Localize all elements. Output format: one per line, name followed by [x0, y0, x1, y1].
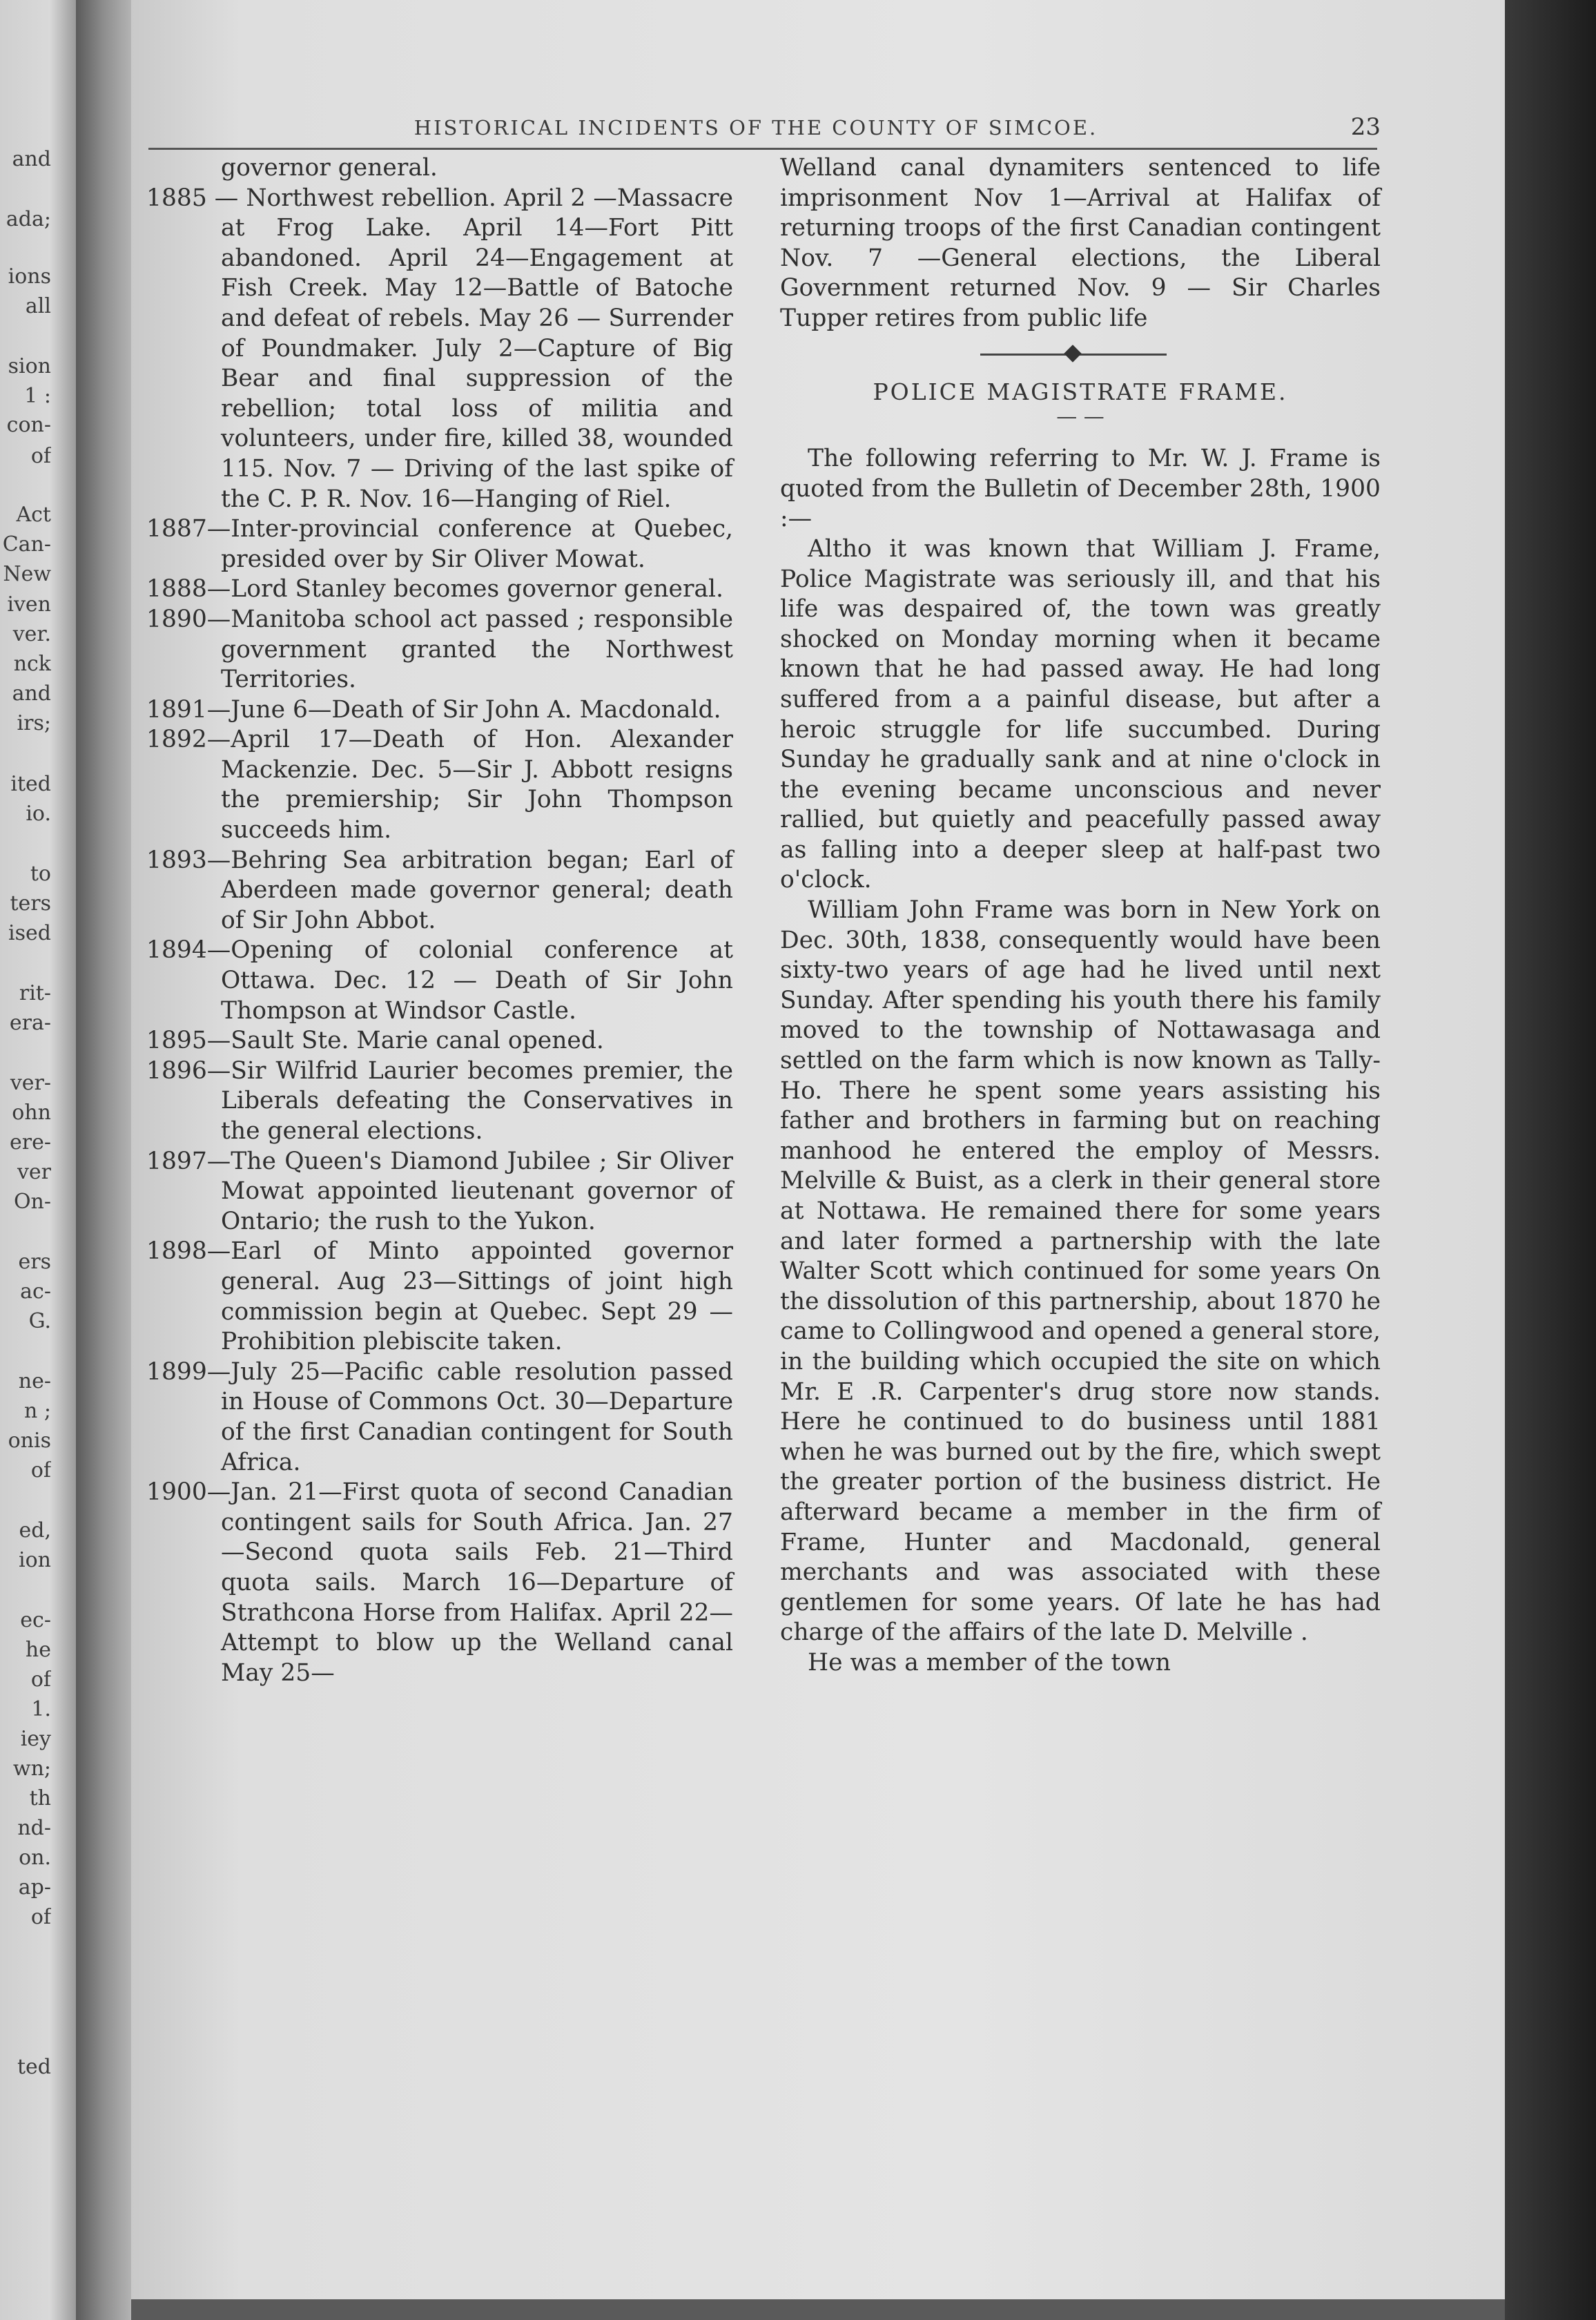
previous-page-fragment: Act [16, 503, 51, 527]
previous-page-fragment: ions [8, 264, 51, 289]
previous-page-fragment: and [12, 147, 51, 171]
previous-page-fragment: 1. [31, 1697, 51, 1721]
header-rule [148, 148, 1377, 150]
previous-page-fragment: of [30, 1668, 51, 1692]
previous-page-fragment: era- [9, 1011, 51, 1035]
previous-page-fragment: ion [19, 1548, 51, 1572]
ornament-diamond [1064, 345, 1081, 362]
previous-page-fragment: iey [20, 1727, 51, 1751]
chronology-entry: 1895—Sault Ste. Marie canal opened. [146, 1027, 604, 1055]
previous-page-fragment: ver- [10, 1071, 51, 1095]
previous-page-fragment: ac- [20, 1279, 51, 1304]
article-paragraph: William John Frame was born in New York on Dec. 30th, 1838, consequently would have been sixty-two years of age had he lived until next Sunday. After spending his youth there his family moved to the township of Nottawasaga and settled on the farm which is now known as Tally-Ho. There he spent some years assisting his father and brothers in farming but on reaching manhood he entered the employ of Messrs. Melville & Buist, as a clerk in their general store at Nottawa. He remained there for some years and later formed a partnership with the late Walter Scott which continued for some years On the dissolution of this partnership, about 1870 he came to Collingwood and opened a general store, in the building which occupied the site on which Mr. E .R. Carpenter's drug store now stands. Here he continued to do business until 1881 when he was burned out by the fire, which swept the greater portion of the business district. He afterward became a member in the firm of Frame, Hunter and Macdonald, general merchants and was associated with these gentlemen for some years. Of late he has had charge of the affairs of the late D. Melville . [780, 896, 1381, 1647]
previous-page-fragment: New [3, 562, 51, 586]
previous-page-fragment: ec- [20, 1608, 51, 1632]
previous-page-fragment: sion [8, 354, 51, 378]
previous-page-fragment: of [30, 444, 51, 468]
previous-page-fragment: G. [28, 1309, 51, 1333]
previous-page-fragment: ters [10, 891, 51, 916]
article-paragraph: Altho it was known that William J. Frame, Police Magistrate was seriously ill, and that his life was despaired of, the town was greatly shocked on Monday morning when it became known that he had passed away. He had long suffered from a a painful disease, but after a heroic struggle for life succumbed. During Sunday he gradually sank and at nine o'clock in the evening became unconscious and never rallied, but quietly and peacefully passed away as falling into a deeper sleep at half-past two o'clock. [780, 534, 1381, 894]
chronology-entry: 1887—Inter-provincial conference at Quebec, presided over by Sir Oliver Mowat. [146, 515, 733, 573]
chronology-entry: 1893—Behring Sea arbitration began; Earl of Aberdeen made governor general; death of Sir John Abbot. [146, 846, 733, 934]
section-heading: POLICE MAGISTRATE FRAME. [873, 378, 1288, 405]
previous-page-fragment: io. [26, 802, 51, 826]
previous-page-fragment: ed, [19, 1518, 51, 1543]
previous-page-fragment: ised [8, 921, 51, 945]
article-paragraph: He was a member of the town [808, 1648, 1171, 1676]
previous-page-fragment: ere- [10, 1130, 51, 1154]
previous-page-fragment: iven [7, 592, 51, 617]
previous-page-fragment: ted [17, 2055, 51, 2079]
previous-page-fragment: On- [13, 1190, 51, 1214]
previous-page-fragment: rit- [19, 981, 51, 1005]
chronology-continuation: governor general. [221, 154, 438, 182]
section-ornament [780, 340, 1381, 367]
chronology-entry: 1892—April 17—Death of Hon. Alexander Mackenzie. Dec. 5—Sir J. Abbott resigns the premiership; Sir John Thompson succeeds him. [146, 726, 733, 844]
chronology-entry: 1897—The Queen's Diamond Jubilee ; Sir Oliver Mowat appointed lieutenant governor of Ontario; the rush to the Yukon. [146, 1147, 733, 1235]
chronology-entry: 1900—Jan. 21—First quota of second Canadian contingent sails for South Africa. Jan. 27—Second quota sails Feb. 21—Third quota sails. March 16—Departure of Strathcona Horse from Halifax. April 22—Attempt to blow up the Welland canal May 25— [146, 1478, 733, 1687]
previous-page-fragment: th [29, 1786, 51, 1810]
previous-page-fragment: of [30, 1458, 51, 1482]
chronology-entry: 1885 — Northwest rebellion. April 2 —Massacre at Frog Lake. April 14—Fort Pitt abandoned. April 24—Engagement at Fish Creek. May 12—Battle of Batoche and defeat of rebels. May 26 — Surrender of Poundmaker. July 2—Capture of Big Bear and final suppression of the rebellion; total loss of militia and volunteers, under fire, killed 38, wounded 115. Nov. 7 — Driving of the last spike of the C. P. R. Nov. 16—Hanging of Riel. [146, 184, 733, 513]
previous-page-fragment: ohn [12, 1101, 51, 1125]
previous-page-fragment: on. [19, 1846, 51, 1870]
article-paragraph: The following referring to Mr. W. J. Frame is quoted from the Bulletin of December 28th, 1900 :— [780, 445, 1381, 533]
previous-page-fragment: ited [10, 772, 51, 796]
chronology-entry: 1891—June 6—Death of Sir John A. Macdonald. [146, 695, 721, 724]
page-number: 23 [1350, 113, 1381, 141]
previous-page-fragment: he [25, 1638, 51, 1662]
previous-page-fragment: n ; [24, 1399, 51, 1423]
previous-page-fragment: ada; [6, 207, 51, 231]
page-bottom-edge [131, 2299, 1505, 2320]
previous-page-fragment: onis [8, 1429, 51, 1453]
running-title: HISTORICAL INCIDENTS OF THE COUNTY OF SIMCOE. [413, 116, 1098, 139]
previous-page-fragment: ap- [18, 1875, 51, 1900]
previous-page-fragment: ver. [12, 622, 51, 646]
previous-page-fragment: con- [6, 413, 51, 437]
section-dash: — — [1056, 405, 1104, 429]
chronology-entry: 1888—Lord Stanley becomes governor general. [146, 575, 724, 603]
chronology-entry: 1898—Earl of Minto appointed governor general. Aug 23—Sittings of joint high commission begin at Quebec. Sept 29 — Prohibition plebiscite taken. [146, 1237, 733, 1356]
book-gutter [76, 0, 138, 2320]
previous-page-fragment: ver [17, 1160, 51, 1184]
previous-page-edge [0, 0, 83, 2320]
chronology-entry: 1896—Sir Wilfrid Laurier becomes premier, the Liberals defeating the Conservatives in the general elections. [146, 1056, 733, 1145]
scanner-background [1505, 0, 1596, 2320]
previous-page-fragment: wn; [12, 1757, 51, 1781]
previous-page-fragment: nd- [17, 1816, 51, 1840]
chronology-entry: 1894—Opening of colonial conference at Ottawa. Dec. 12 — Death of Sir John Thompson at Windsor Castle. [146, 936, 733, 1025]
previous-page-fragment: nck [13, 652, 51, 676]
previous-page-fragment: to [30, 862, 51, 886]
chronology-continuation: Welland canal dynamiters sentenced to life imprisonment Nov 1—Arrival at Halifax of returning troops of the first Canadian contingent Nov. 7 —General elections, the Liberal Government returned Nov. 9 — Sir Charles Tupper retires from public life [780, 154, 1381, 332]
previous-page-fragment: ne- [18, 1369, 51, 1393]
previous-page-fragment: and [12, 682, 51, 706]
previous-page-fragment: ers [18, 1250, 51, 1274]
previous-page-fragment: of [30, 1905, 51, 1929]
left-column [146, 153, 733, 1688]
chronology-entry: 1899—July 25—Pacific cable resolution passed in House of Commons Oct. 30—Departure of the first Canadian contingent for South Africa. [146, 1357, 733, 1476]
previous-page-fragment: irs; [17, 711, 51, 735]
previous-page-fragment: 1 : [24, 384, 51, 408]
right-column [780, 153, 1381, 1679]
previous-page-fragment: all [25, 294, 51, 318]
chronology-entry: 1890—Manitoba school act passed ; responsible government granted the Northwest Territories. [146, 605, 733, 694]
running-header [249, 113, 1381, 149]
previous-page-fragment: Can- [2, 532, 51, 557]
article-body [780, 444, 1381, 1678]
